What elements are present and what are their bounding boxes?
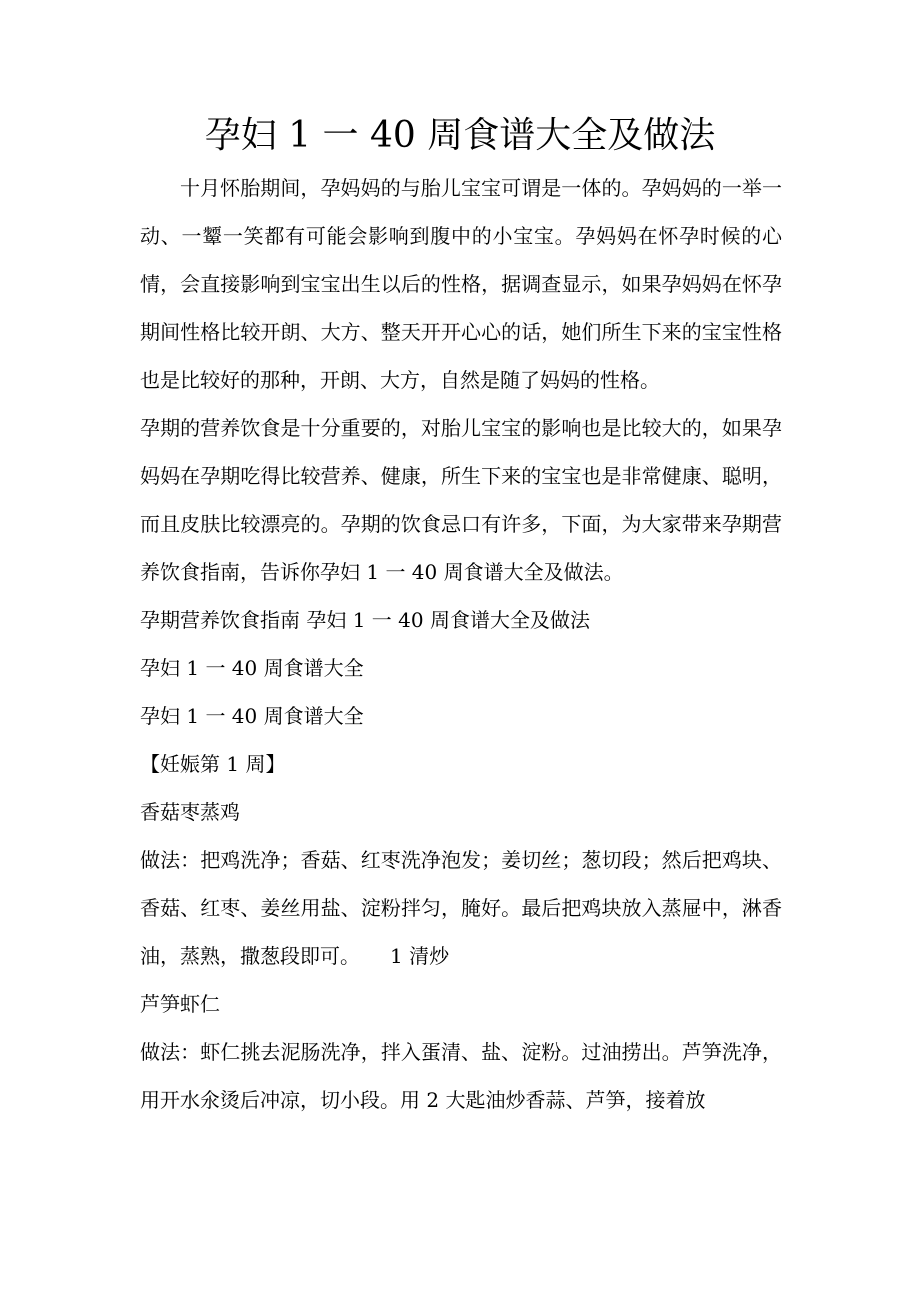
document-title: 孕妇 1 一 40 周食谱大全及做法 (204, 115, 716, 156)
paragraph-recipe-name-chicken: 香菇枣蒸鸡 (140, 800, 240, 824)
document-body (140, 164, 782, 1124)
paragraph-week-1-heading: 【妊娠第 1 周】 (140, 752, 286, 776)
paragraph-intro: 十月怀胎期间，孕妈妈的与胎儿宝宝可谓是一体的。孕妈妈的一举一动、一颦一笑都有可能会影响到腹中的小宝宝。孕妈妈在怀孕时候的心情，会直接影响到宝宝出生以后的性格，据调查显示，如果孕妈妈在怀孕期间性格比较开朗、大方、整天开开心心的话，她们所生下来的宝宝性格也是比较好的那种，开朗、大方，自然是随了妈妈的性格。 (140, 176, 782, 392)
paragraph-nutrition: 孕期的营养饮食是十分重要的，对胎儿宝宝的影响也是比较大的，如果孕妈妈在孕期吃得比较营养、健康，所生下来的宝宝也是非常健康、聪明，而且皮肤比较漂亮的。孕期的饮食忌口有许多，下面，为大家带来孕期营养饮食指南，告诉你孕妇 1 一 40 周食谱大全及做法。 (140, 416, 782, 584)
paragraph-recipes-heading-repeat: 孕妇 1 一 40 周食谱大全 (140, 704, 364, 728)
paragraph-recipe-name-shrimp: 芦笋虾仁 (140, 992, 220, 1016)
paragraph-recipes-heading: 孕妇 1 一 40 周食谱大全 (140, 656, 364, 680)
paragraph-guide-heading: 孕期营养饮食指南 孕妇 1 一 40 周食谱大全及做法 (140, 608, 590, 632)
paragraph-recipe-method-chicken: 做法：把鸡洗净；香菇、红枣洗净泡发；姜切丝；葱切段；然后把鸡块、香菇、红枣、姜丝用盐、淀粉拌匀，腌好。最后把鸡块放入蒸屉中，淋香油，蒸熟，撒葱段即可。 1 清炒 (140, 848, 782, 968)
paragraph-recipe-method-shrimp: 做法：虾仁挑去泥肠洗净，拌入蛋清、盐、淀粉。过油捞出。芦笋洗净，用开水氽烫后冲凉，切小段。用 2 大匙油炒香蒜、芦笋，接着放 (140, 1040, 782, 1112)
